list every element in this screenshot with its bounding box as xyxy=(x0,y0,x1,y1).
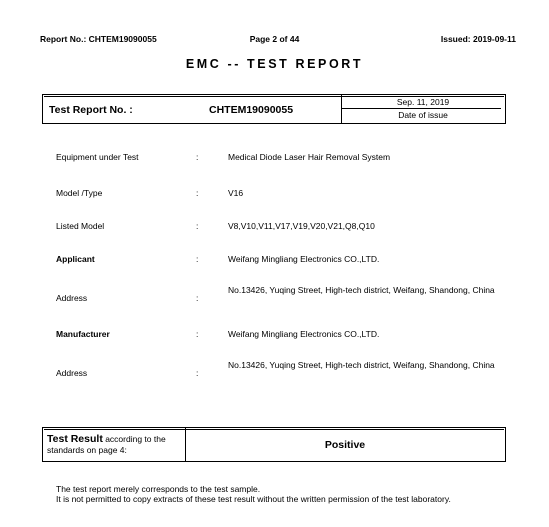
field-colon: : xyxy=(196,329,199,339)
disclaimer-notes xyxy=(56,485,521,504)
issue-date-caption: Date of issue xyxy=(398,110,448,120)
note-line: The test report merely corresponds to the test sample. xyxy=(56,484,261,494)
field-label: Address xyxy=(56,368,88,378)
field-colon: : xyxy=(196,152,199,162)
box-double-line xyxy=(44,429,504,430)
field-value: Weifang Mingliang Electronics CO.,LTD. xyxy=(228,329,380,339)
report-number-value: CHTEM19090055 xyxy=(209,104,294,116)
field-colon: : xyxy=(196,254,199,264)
field-value: Weifang Mingliang Electronics CO.,LTD. xyxy=(228,254,380,264)
field-colon: : xyxy=(196,188,199,198)
field-label: Model /Type xyxy=(56,188,103,198)
test-result-label-line2: standards on page 4: xyxy=(47,445,127,455)
field-label: Address xyxy=(56,293,88,303)
field-label: Applicant xyxy=(56,254,95,264)
field-colon: : xyxy=(196,293,199,303)
header-report-no: Report No.: CHTEM19090055 xyxy=(40,34,157,44)
issue-date-value: Sep. 11, 2019 xyxy=(396,97,450,107)
report-number-label: Test Report No. : xyxy=(49,104,133,116)
note-line: It is not permitted to copy extracts of these test result without the written permission of the test laboratory. xyxy=(56,493,451,504)
test-result-value: Positive xyxy=(324,439,366,451)
page-title: EMC -- TEST REPORT xyxy=(185,57,364,71)
test-result-box xyxy=(42,427,506,462)
field-value: No.13426, Yuqing Street, High-tech district, Weifang, Shandong, China xyxy=(228,360,495,370)
field-colon: : xyxy=(196,221,199,231)
field-value: V16 xyxy=(228,188,244,198)
field-label: Listed Model xyxy=(56,221,105,231)
field-label: Manufacturer xyxy=(56,329,110,339)
field-label: Equipment under Test xyxy=(56,152,139,162)
test-result-label xyxy=(47,433,185,455)
test-result-label-bold: Test Result xyxy=(47,433,103,445)
field-value: No.13426, Yuqing Street, High-tech district, Weifang, Shandong, China xyxy=(228,285,495,295)
field-value: Medical Diode Laser Hair Removal System xyxy=(228,152,391,162)
test-result-label-rest: according to the xyxy=(102,434,166,444)
date-underline xyxy=(341,108,501,109)
report-number-box xyxy=(42,94,506,124)
field-colon: : xyxy=(196,368,199,378)
header-page-number: Page 2 of 44 xyxy=(249,34,300,44)
header-issued-date: Issued: 2019-09-11 xyxy=(440,34,516,44)
field-value: V8,V10,V11,V17,V19,V20,V21,Q8,Q10 xyxy=(228,221,375,231)
